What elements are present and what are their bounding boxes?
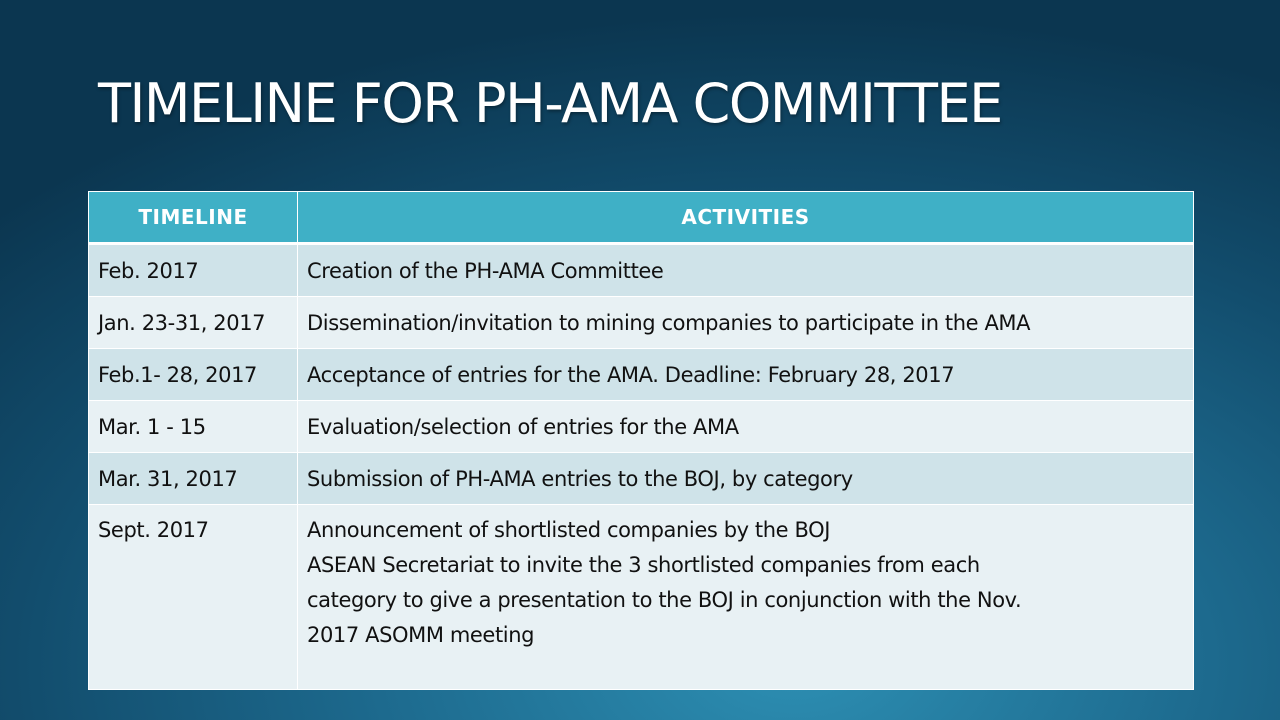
timeline-cell: Feb. 2017 (89, 244, 298, 297)
activity-cell (298, 505, 1194, 690)
activity-line: ASEAN Secretariat to invite the 3 shortlisted companies from each (307, 553, 980, 577)
timeline-cell: Mar. 1 - 15 (89, 401, 298, 453)
activity-line: category to give a presentation to the BOJ in conjunction with the Nov. (307, 588, 1022, 612)
timeline-cell: Feb.1- 28, 2017 (89, 349, 298, 401)
timeline-cell: Mar. 31, 2017 (89, 453, 298, 505)
slide-title: TIMELINE FOR PH-AMA COMMITTEE (98, 72, 1002, 135)
table-row (89, 244, 1194, 297)
table-row (89, 401, 1194, 453)
header-timeline: TIMELINE (89, 192, 298, 244)
timeline-table (88, 191, 1194, 690)
activity-line: 2017 ASOMM meeting (307, 623, 535, 647)
table-row (89, 505, 1194, 690)
table-header-row (89, 192, 1194, 244)
activity-cell: Acceptance of entries for the AMA. Deadline: February 28, 2017 (298, 349, 1194, 401)
activity-cell: Evaluation/selection of entries for the AMA (298, 401, 1194, 453)
table-row (89, 349, 1194, 401)
timeline-cell: Jan. 23-31, 2017 (89, 297, 298, 349)
activity-cell: Creation of the PH-AMA Committee (298, 244, 1194, 297)
activity-cell: Dissemination/invitation to mining companies to participate in the AMA (298, 297, 1194, 349)
timeline-cell (89, 505, 298, 690)
table-row (89, 453, 1194, 505)
header-activities: ACTIVITIES (298, 192, 1194, 244)
table-row (89, 297, 1194, 349)
activity-line: Announcement of shortlisted companies by the BOJ (307, 518, 831, 542)
activity-cell: Submission of PH-AMA entries to the BOJ, by category (298, 453, 1194, 505)
timeline-text: Sept. 2017 (98, 518, 209, 542)
